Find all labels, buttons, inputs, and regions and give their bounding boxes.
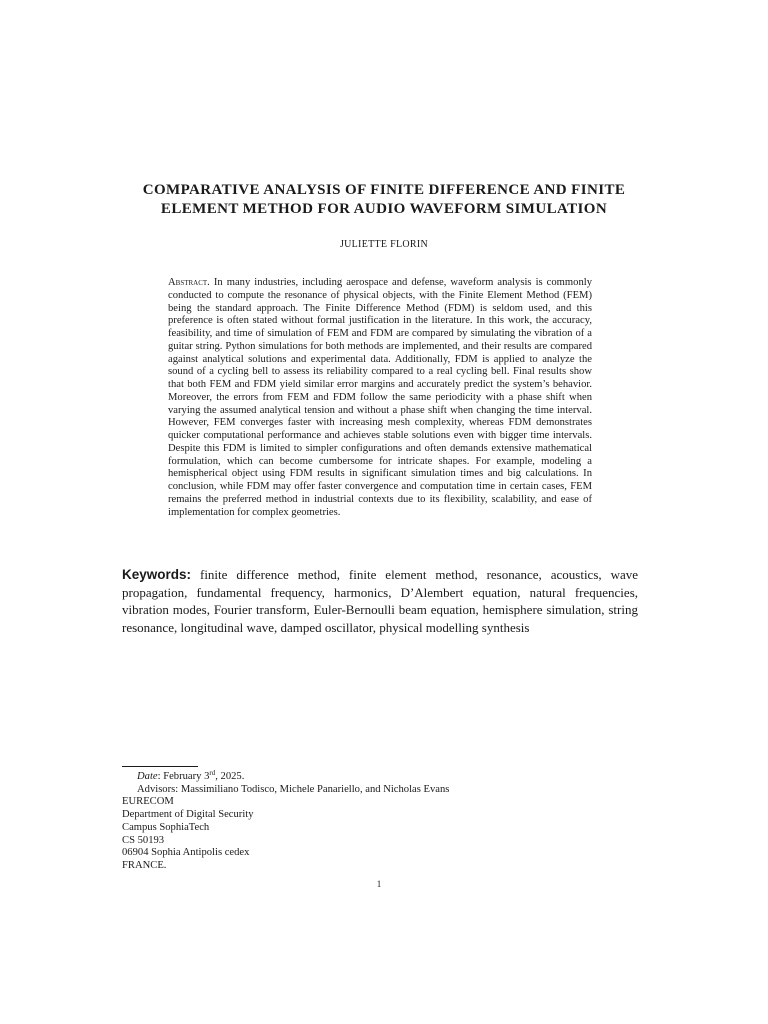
address-line: EURECOM <box>122 796 174 808</box>
address-line: FRANCE. <box>122 859 167 871</box>
date-superscript: rd <box>209 769 216 777</box>
footnote-date: Date: February 3rd, 2025. <box>137 769 245 782</box>
address-line: CS 50193 <box>122 834 165 846</box>
title-line-2: ELEMENT METHOD FOR AUDIO WAVEFORM SIMULATION <box>160 201 608 217</box>
abstract-text: In many industries, including aerospace and defense, waveform analysis is commonly conducted to compute the resonance of physical objects, with the Finite Element Method (FEM) being the standard approach. The Finite Difference Method (FDM) is seldom used, and this preference is often stated without formal justification in the literature. In this work, the accuracy, feasibility, and time of simulation of FEM and FDM are compared by simulating the vibration of a guitar string. Python simulations for both methods are implemented, and their results are compared against analytical solutions and experimental data. Additionally, FDM is applied to analyze the sound of a cycling bell to assess its reliability compared to a real cycling bell. Final results show that both FEM and FDM yield similar error margins and accurately predict the system’s behavior. Moreover, the errors from FEM and FDM follow the same periodicity with a phase shift when varying the assumed analytical tension and without a phase shift when changing the time interval. However, FEM converges faster with increasing mesh complexity, whereas FDM demonstrates quicker computational performance and achieves stable solutions even with bigger time intervals. Despite this FDM is limited to simpler configurations and often demands extensive mathematical formulation, which can become cumbersome for intricate shapes. For example, modeling a hemispherical object using FDM results in significant simulation times and big calculations. In conclusion, while FDM may offer faster convergence and computation time in certain cases, FEM remains the preferred method in industrial contexts due to its flexibility, scalability, and ease of implementation for complex geometries. <box>168 277 592 518</box>
footnote-advisors: Advisors: Massimiliano Todisco, Michele Panariello, and Nicholas Evans <box>137 783 450 795</box>
page-number: 1 <box>376 879 382 889</box>
footnote-rule <box>122 766 198 767</box>
abstract <box>168 277 592 519</box>
keywords-label: Keywords: <box>122 567 192 582</box>
date-year: , 2025. <box>215 771 245 782</box>
address-line: Department of Digital Security <box>122 809 254 821</box>
keywords <box>122 566 638 636</box>
abstract-label: Abstract. <box>168 277 210 288</box>
footnotes <box>122 771 642 873</box>
date-label: Date <box>137 771 158 782</box>
address-line: Campus SophiaTech <box>122 821 210 833</box>
keywords-text: finite difference method, finite element method, resonance, acoustics, wave propagation, fundamental frequency, harmonics, D’Alembert equation, natural frequencies, vibration modes, Fourier transform, Euler-Bernoulli beam equation, hemisphere simulation, string resonance, longitudinal wave, damped oscillator, physical modelling synthesis <box>122 567 639 635</box>
date-value: February 3 <box>163 771 210 782</box>
paper-title <box>100 181 668 219</box>
address-line: 06904 Sophia Antipolis cedex <box>122 847 250 859</box>
author-name: JULIETTE FLORIN <box>339 239 429 250</box>
title-line-1: COMPARATIVE ANALYSIS OF FINITE DIFFERENCE AND FINITE <box>142 182 626 198</box>
